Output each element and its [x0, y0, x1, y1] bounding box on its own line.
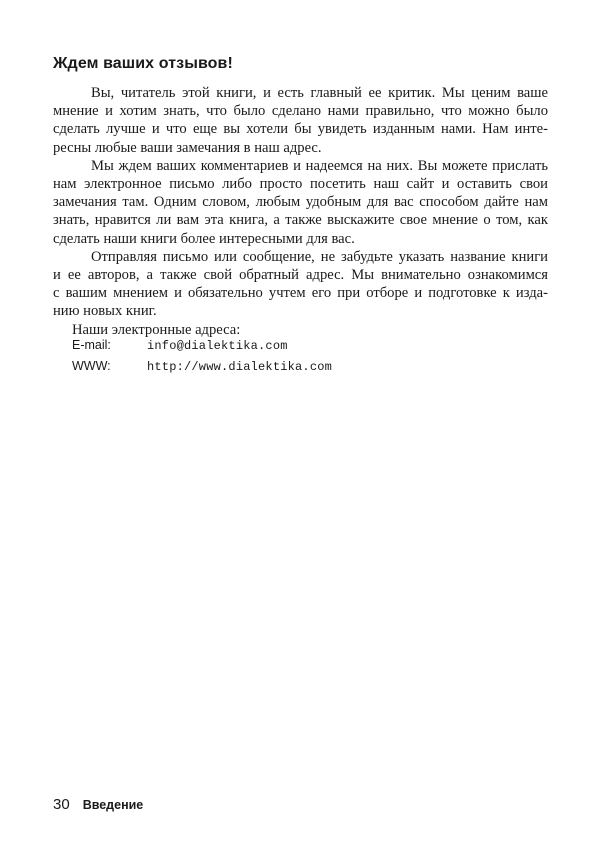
- text-line: нам электронное письмо либо просто посетить наш сайт и оставить свои: [53, 176, 548, 193]
- page-number: 30: [53, 796, 70, 813]
- text-line: знать, нравится ли вам эта книга, а также выскажите свое мнение о том, как: [53, 212, 548, 229]
- text-line: Вы, читатель этой книги, и есть главный ее критик. Мы ценим ваше: [91, 85, 548, 101]
- website-url: http://www.dialektika.com: [147, 360, 333, 374]
- section-heading: Ждем ваших отзывов!: [53, 55, 233, 72]
- email-address: info@dialektika.com: [147, 339, 288, 353]
- text-line: нию новых книг.: [53, 303, 157, 320]
- contact-row-www: [72, 359, 332, 380]
- text-line: сделать лучше и что еще вы хотели бы увидеть изданным нами. Нам инте-: [53, 121, 548, 138]
- page-footer: [53, 796, 143, 813]
- contact-list: [72, 338, 332, 380]
- paragraph-1: [53, 84, 548, 157]
- text-line: ресны любые ваши замечания в наш адрес.: [53, 139, 322, 156]
- email-label: E-mail:: [72, 338, 111, 352]
- addresses-intro: Наши электронные адреса:: [72, 321, 241, 338]
- contact-row-email: [72, 338, 332, 359]
- text-line: Мы ждем ваших комментариев и надеемся на них. Вы можете прислать: [91, 157, 548, 174]
- text-line: Отправляя письмо или сообщение, не забудьте указать название книги: [91, 248, 548, 265]
- text-line: и ее авторов, а также свой обратный адрес. Мы внимательно ознакомимся: [53, 267, 548, 284]
- www-label: WWW:: [72, 359, 111, 373]
- text-line: мнение и хотим знать, что было сделано нами правильно, что можно было: [53, 103, 548, 120]
- text-line: замечания там. Одним словом, любым удобным для вас способом дайте нам: [53, 194, 548, 211]
- body-text: [53, 84, 548, 339]
- text-line: сделать наши книги более интересными для вас.: [53, 230, 355, 247]
- paragraph-2: [53, 157, 548, 248]
- paragraph-3: [53, 248, 548, 321]
- running-section-title: Введение: [82, 798, 144, 812]
- text-line: с вашим мнением и обязательно учтем его при отборе и подготовке к изда-: [53, 285, 548, 302]
